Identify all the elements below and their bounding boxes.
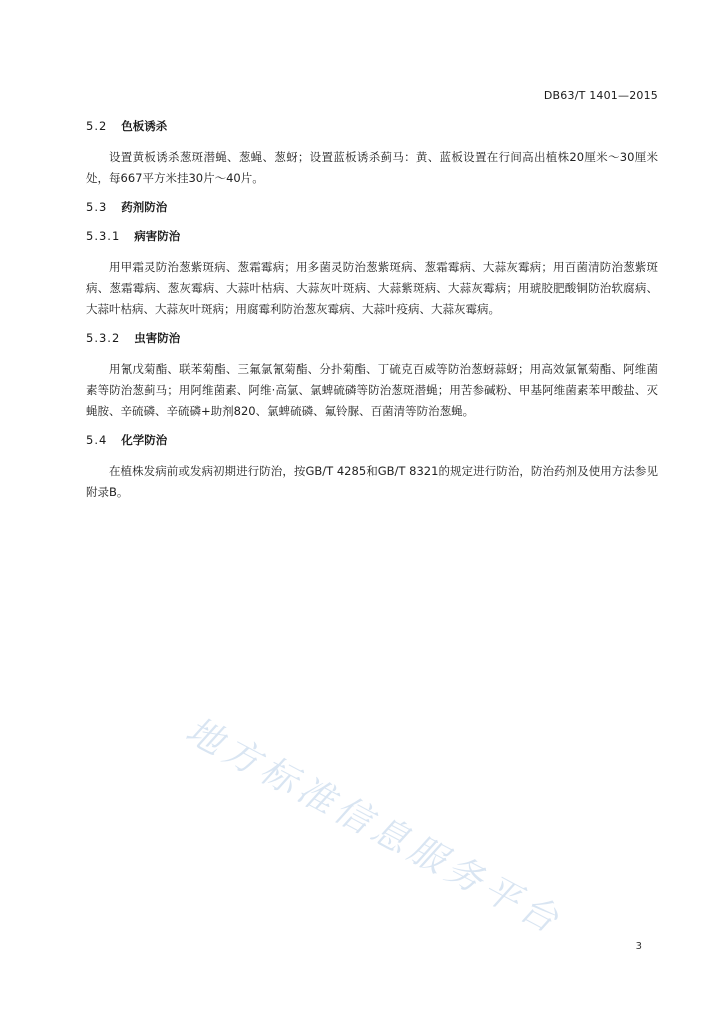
section-title: 病害防治 [134,229,181,243]
section-number: 5.3.1 [86,229,121,243]
page-number: 3 [635,941,642,952]
section-paragraph-5-3-2: 用氰戊菊酯、联苯菊酯、三氟氯氰菊酯、分扑菊酯、丁硫克百威等防治葱蚜蒜蚜；用高效氯氰菊酯、阿维菌素等防治葱蓟马；用阿维菌素、阿维·高氯、氯蜱硫磷等防治葱斑潜蝇；用苦参碱粉、甲基阿维菌素苯甲酸盐、灭蝇胺、辛硫磷、辛硫磷+助剂820、氯蜱硫磷、氟铃脲、百菌清等防治葱蝇。 [86,362,658,418]
section-heading-5-3-1 [86,228,658,245]
section-title: 药剂防治 [121,200,168,214]
section-title: 化学防治 [121,433,168,447]
document-code: DB63/T 1401—2015 [543,89,658,102]
section-number: 5.2 [86,119,108,133]
section-title: 色板诱杀 [121,119,168,133]
section-number: 5.3 [86,200,108,214]
document-body [86,118,658,513]
section-number: 5.3.2 [86,331,121,345]
watermark-text: 地方标准信息服务平台 [178,710,570,944]
section-paragraph-5-2: 设置黄板诱杀葱斑潜蝇、葱蝇、葱蚜；设置蓝板诱杀蓟马：黄、蓝板设置在行间高出植株20厘米～30厘米处，每667平方米挂30片～40片。 [86,150,658,185]
section-heading-5-3 [86,199,658,216]
section-number: 5.4 [86,433,108,447]
section-heading-5-2 [86,118,658,135]
section-heading-5-3-2 [86,330,658,347]
section-paragraph-5-4: 在植株发病前或发病初期进行防治，按GB/T 4285和GB/T 8321的规定进行防治，防治药剂及使用方法参见附录B。 [86,464,658,499]
section-title: 虫害防治 [134,331,181,345]
section-heading-5-4 [86,432,658,449]
section-paragraph-5-3-1: 用甲霜灵防治葱紫斑病、葱霜霉病；用多菌灵防治葱紫斑病、葱霜霉病、大蒜灰霉病；用百菌清防治葱紫斑病、葱霜霉病、葱灰霉病、大蒜叶枯病、大蒜灰叶斑病、大蒜紫斑病、大蒜灰霉病；用琥胶肥酸铜防治软腐病、大蒜叶枯病、大蒜灰叶斑病；用腐霉利防治葱灰霉病、大蒜叶疫病、大蒜灰霉病。 [86,260,658,316]
